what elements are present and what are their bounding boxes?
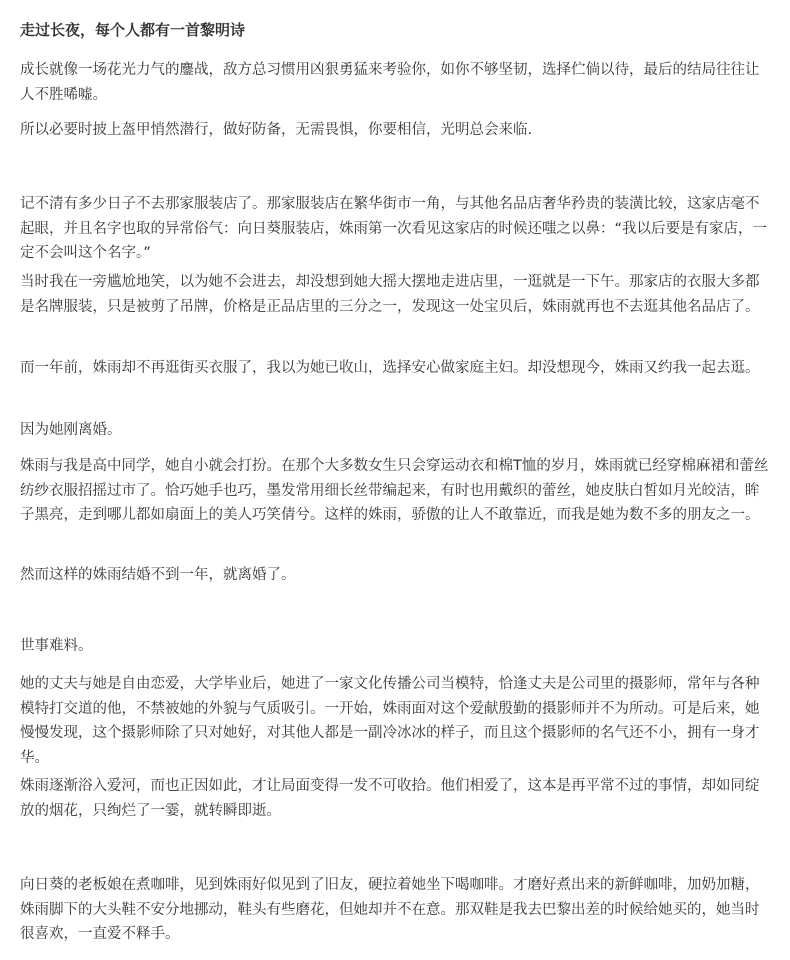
paragraph: 姝雨逐渐浴入爱河，而也正因如此，才让局面变得一发不可收拾。他们相爱了，这本是再平常不过的事情，却如同绽放的烟花，只绚烂了一霎，就转瞬即逝。 bbox=[20, 778, 760, 819]
paragraph: 记不清有多少日子不去那家服装店了。那家服装店在繁华街市一角，与其他名品店奢华矜贵的装潢比较，这家店毫不起眼，并且名字也取的异常俗气：向日葵服装店，姝雨第一次看见这家店的时候还嗤之以鼻：“我以后要是有家店，一定不会叫这个名字。” bbox=[20, 196, 768, 261]
paragraph: 成长就像一场花光力气的鏖战，敌方总习惯用凶狠勇猛来考验你，如你不够坚韧，选择伫倘以待，最后的结局往往让人不胜唏嘘。 bbox=[20, 62, 760, 103]
paragraph: 当时我在一旁尴尬地笑，以为她不会进去，却没想到她大摇大摆地走进店里，一逛就是一下午。那家店的衣服大多都是名牌服装，只是被剪了吊牌，价格是正品店里的三分之一，发现这一处宝贝后，姝雨就再也不去逛其他名品店了。 bbox=[20, 274, 760, 315]
paragraph: 所以必要时披上盔甲悄然潜行，做好防备，无需畏惧，你要相信，光明总会来临. bbox=[20, 122, 533, 138]
paragraph: 她的丈夫与她是自由恋爱，大学毕业后，她进了一家文化传播公司当模特，恰逢丈夫是公司里的摄影师，常年与各种模特打交道的他，不禁被她的外貌与气质吸引。一开始，姝雨面对这个爱献殷勤的摄影师并不为所动。可是后来，她慢慢发现，这个摄影师除了只对她好，对其他人都是一副冷冰冰的样子，而且这个摄影师的名气还不小，拥有一身才华。 bbox=[20, 676, 760, 766]
paragraph: 然而这样的姝雨结婚不到一年，就离婚了。 bbox=[20, 567, 296, 583]
paragraph: 而一年前，姝雨却不再逛街买衣服了，我以为她已收山，选择安心做家庭主妇。却没想现今，姝雨又约我一起去逛。 bbox=[20, 360, 760, 376]
paragraph: 姝雨与我是高中同学，她自小就会打扮。在那个大多数女生只会穿运动衣和棉T恤的岁月，姝雨就已经穿棉麻裙和蕾丝纺纱衣服招摇过市了。恰巧她手也巧，墨发常用细长丝带编起来，有时也用戴织的蕾丝，她皮肤白皙如月光皎洁，眸子黑亮，走到哪儿都如扇面上的美人巧笑倩兮。这样的姝雨，骄傲的让人不敢靠近，而我是她为数不多的朋友之一。 bbox=[20, 458, 769, 523]
paragraph: 向日葵的老板娘在煮咖啡，见到姝雨好似见到了旧友，硬拉着她坐下喝咖啡。才磨好煮出来的新鲜咖啡，加奶加糖，姝雨脚下的大头鞋不安分地挪动，鞋头有些磨花，但她却并不在意。那双鞋是我去巴黎出差的时候给她买的，她当时很喜欢，一直爱不释手。 bbox=[20, 877, 760, 942]
paragraph: 世事难料。 bbox=[20, 638, 93, 654]
article-title: 走过长夜，每个人都有一首黎明诗 bbox=[20, 21, 246, 39]
paragraph: 因为她刚离婚。 bbox=[20, 422, 122, 438]
